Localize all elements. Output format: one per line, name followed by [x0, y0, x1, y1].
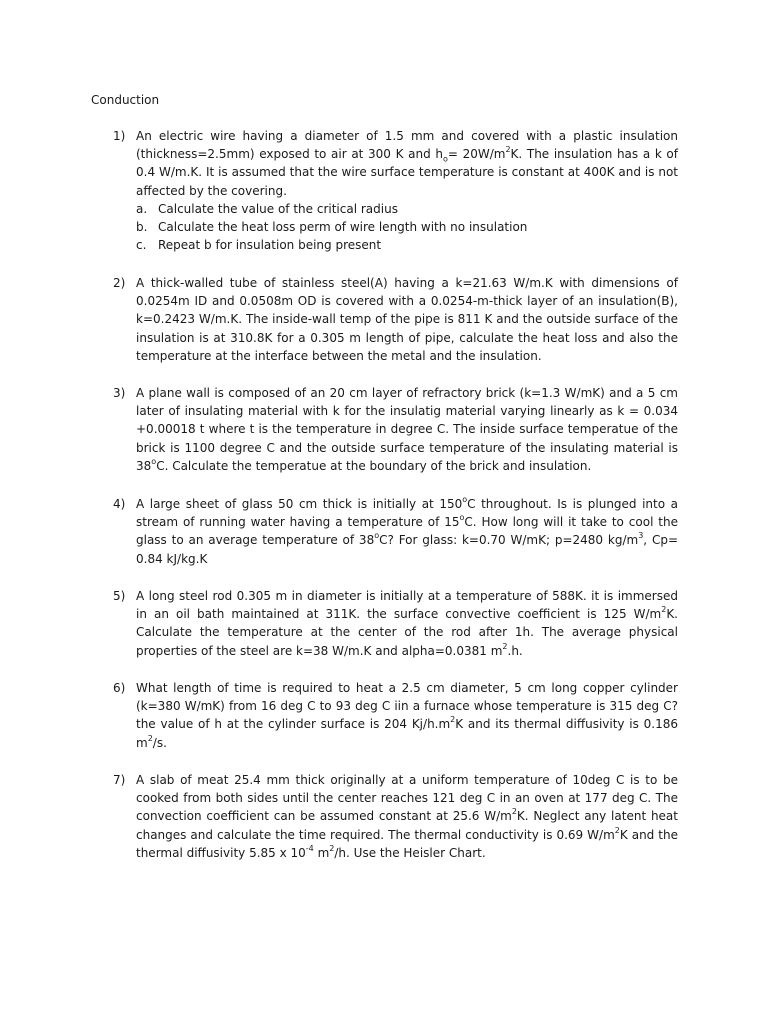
problem-4 [113, 495, 678, 568]
problem-1 [113, 127, 678, 254]
problem-number: 4) [113, 497, 126, 511]
problem-5 [113, 587, 678, 660]
problem-text: A long steel rod 0.305 m in diameter is initially at a temperature of 588K. it is immersed in an oil bath maintained at 311K. the surface convective coefficient is 125 $W/m^2K$. Calculate the temperature at the center of the rod after 1h. The average physical properties of the steel are k=38 W/m.K and alpha=0.0381 $m^2.h$. [136, 589, 678, 658]
problem-number: 7) [113, 773, 126, 787]
problem-text: A large sheet of glass 50 cm thick is initially at 150$^o$C throughout. Is is plunged into a stream of running water having a temperature of 15$^o$C. How long will it take to cool the glass to an average temperature of 38$^o$C? For glass: k=0.70 W/mK; p=2480 $kg/m^3$, Cp= 0.84 kJ/kg.K [136, 495, 678, 566]
problem-number: 6) [113, 681, 126, 695]
problem-text: A thick-walled tube of stainless steel(A) having a k=21.63 W/m.K with dimensions of 0.0254m ID and 0.0508m OD is covered with a 0.0254-m-thick layer of an insulation(B), k=0.2423 W/m.K. The inside-wall temp of the pipe is 811 K and the outside surface of the insulation is at 310.8K for a 0.305 m length of pipe, calculate the heat loss and also the temperature at the interface between the metal and the insulation. [136, 276, 678, 363]
problem-2 [113, 274, 678, 365]
problem-text: An electric wire having a diameter of 1.5 mm and covered with a plastic insulation (thickness=2.5mm) exposed to air at 300 K and $h_o= 20W/m^2K$. The insulation has a k of 0.4 W/m.K. It is assumed that the wire surface temperature is constant at 400K and is not affected by the covering. [136, 129, 678, 198]
subitem-a: a. Calculate the value of the critical radius [136, 201, 398, 216]
problem-6 [113, 679, 678, 752]
subitem-list [113, 200, 678, 255]
problem-number: 1) [113, 129, 126, 143]
problem-text: A slab of meat 25.4 mm thick originally at a uniform temperature of 10deg C is to be cooked from both sides until the center reaches 121 deg C in an oven at 177 deg C. The convection coefficient can be assumed constant at 25.6 $W/m^2K$. Neglect any latent heat changes and calculate the time required. The thermal conductivity is 0.69 $W/m^2K$ and the thermal diffusivity 5.85 x $10^{-4}$ $m^2/h$. Use the Heisler Chart. [136, 773, 678, 860]
document-title: Conduction [91, 93, 160, 107]
problem-number: 5) [113, 589, 126, 603]
subitem-b: b. Calculate the heat loss perm of wire length with no insulation [136, 220, 528, 235]
problem-7 [113, 771, 678, 862]
problem-3 [113, 384, 678, 475]
problem-text: A plane wall is composed of an 20 cm layer of refractory brick (k=1.3 W/mK) and a 5 cm later of insulating material with k for the insulatig material varying linearly as k = 0.034 +0.00018 t where t is the temperature in degree C. The inside surface temperatue of the brick is 1100 degree C and the outside surface temperature of the insulating material is 38$^o$C. Calculate the temperatue at the boundary of the brick and insulation. [136, 386, 678, 473]
subitem-c: c. Repeat b for insulation being present [136, 238, 382, 253]
problem-text: What length of time is required to heat a 2.5 cm diameter, 5 cm long copper cylinder (k=380 W/mK) from 16 deg C to 93 deg C iin a furnace whose temperature is 315 deg C? the value of h at the cylinder surface is 204 $Kj/h.m^2K$ and its thermal diffusivity is 0.186 $m^2/s$. [136, 681, 678, 750]
problem-number: 2) [113, 276, 126, 290]
problem-number: 3) [113, 386, 126, 400]
